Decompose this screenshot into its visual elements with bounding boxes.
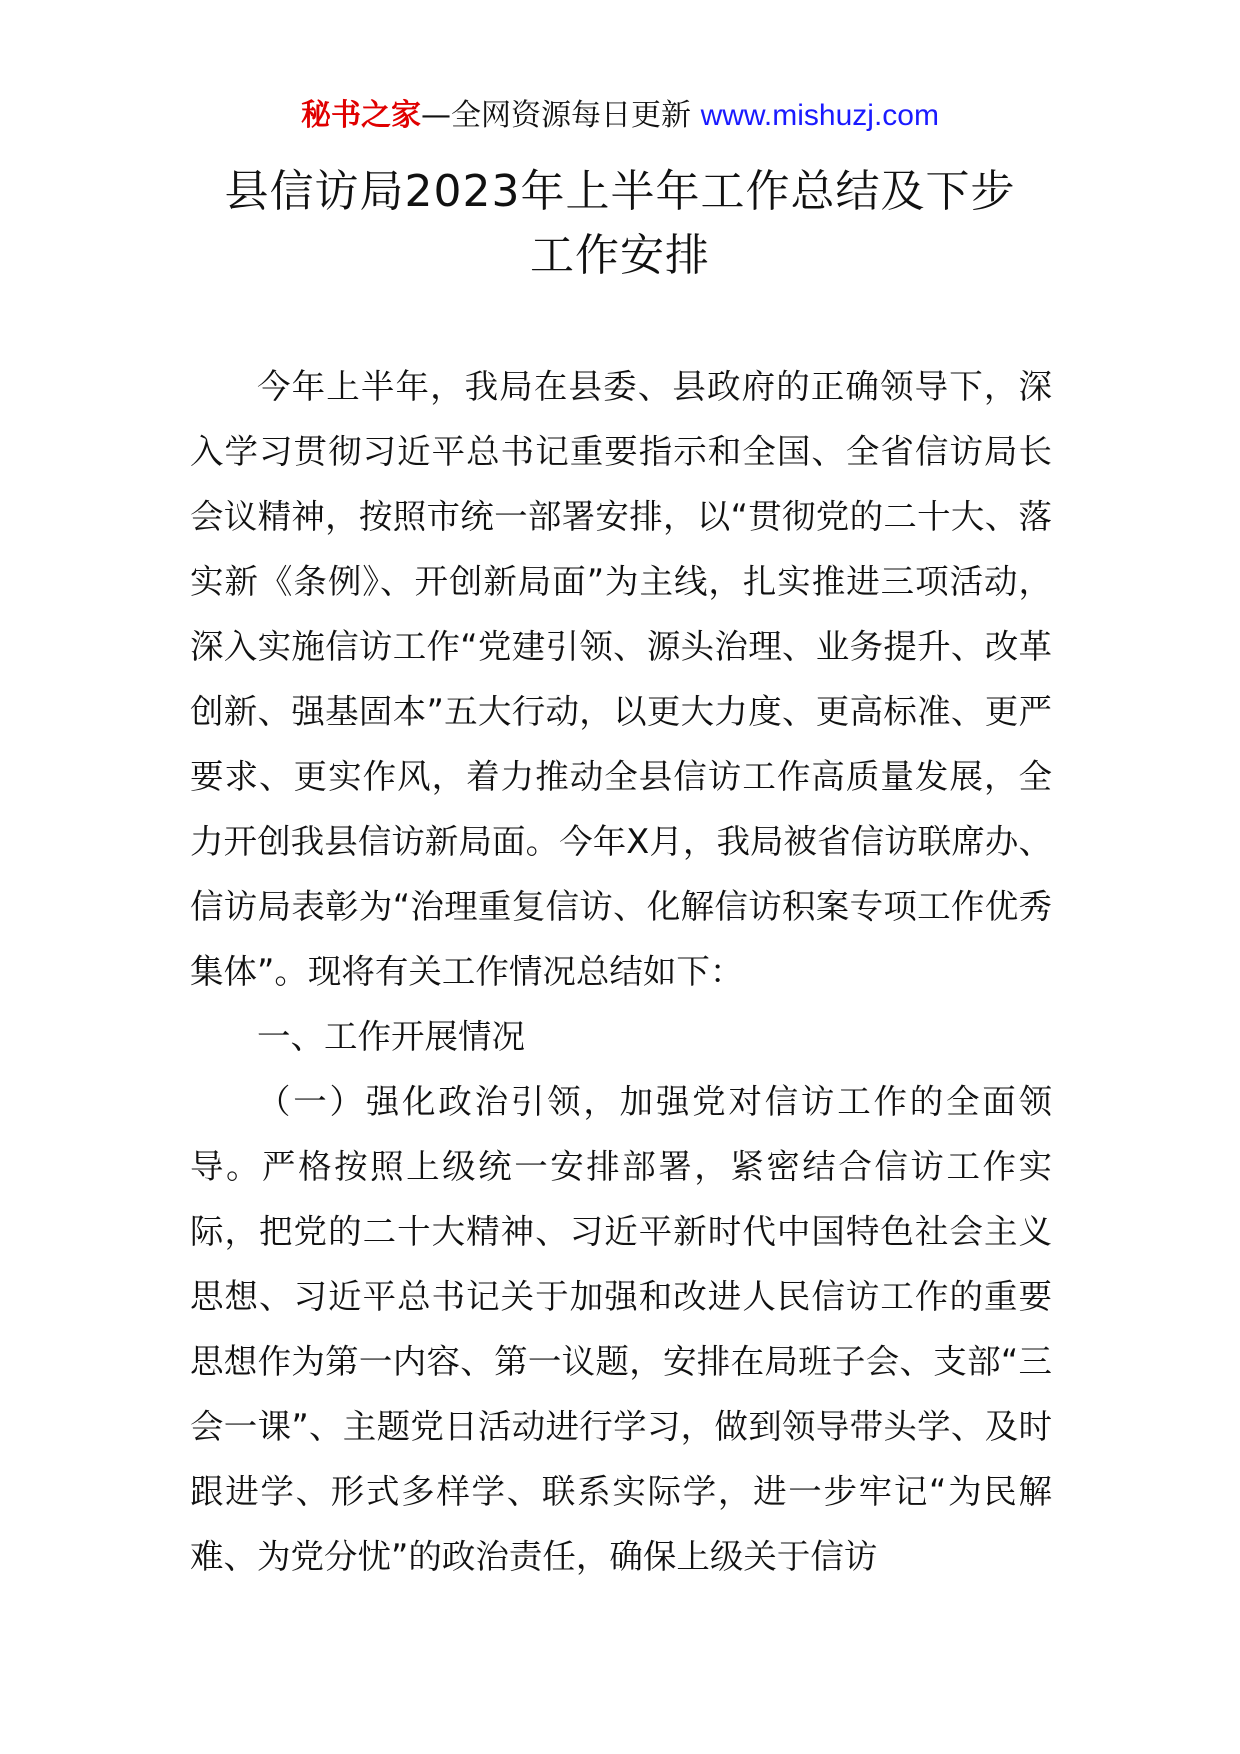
section-heading: 一、工作开展情况 bbox=[257, 1017, 525, 1056]
document-body bbox=[190, 354, 1052, 1589]
document-title bbox=[190, 160, 1050, 288]
subsection-paragraph: （一）强化政治引领，加强党对信访工作的全面领导。严格按照上级统一安排部署，紧密结合信访工作实际，把党的二十大精神、习近平新时代中国特色社会主义思想、习近平总书记关于加强和改进人民信访工作的重要思想作为第一内容、第一议题，安排在局班子会、支部“三会一课”、主题党日活动进行学习，做到领导带头学、及时跟进学、形式多样学、联系实际学，进一步牢记“为民解难、为党分忧”的政治责任，确保上级关于信访 bbox=[190, 1082, 1052, 1576]
header-tagline: —全网资源每日更新 bbox=[421, 98, 701, 133]
document-title-line-2: 工作安排 bbox=[530, 230, 710, 281]
document-title-line-1: 县信访局2023年上半年工作总结及下步 bbox=[224, 166, 1016, 217]
intro-paragraph: 今年上半年，我局在县委、县政府的正确领导下，深入学习贯彻习近平总书记重要指示和全国、全省信访局长会议精神，按照市统一部署安排，以“贯彻党的二十大、落实新《条例》、开创新局面”为主线，扎实推进三项活动，深入实施信访工作“党建引领、源头治理、业务提升、改革创新、强基固本”五大行动，以更大力度、更高标准、更严要求、更实作风，着力推动全县信访工作高质量发展，全力开创我县信访新局面。今年X月，我局被省信访联席办、信访局表彰为“治理重复信访、化解信访积案专项工作优秀集体”。现将有关工作情况总结如下： bbox=[190, 367, 1052, 991]
brand-name: 秘书之家 bbox=[301, 98, 422, 133]
site-url-link[interactable]: www.mishuzj.com bbox=[700, 99, 939, 132]
header-banner bbox=[0, 96, 1240, 136]
